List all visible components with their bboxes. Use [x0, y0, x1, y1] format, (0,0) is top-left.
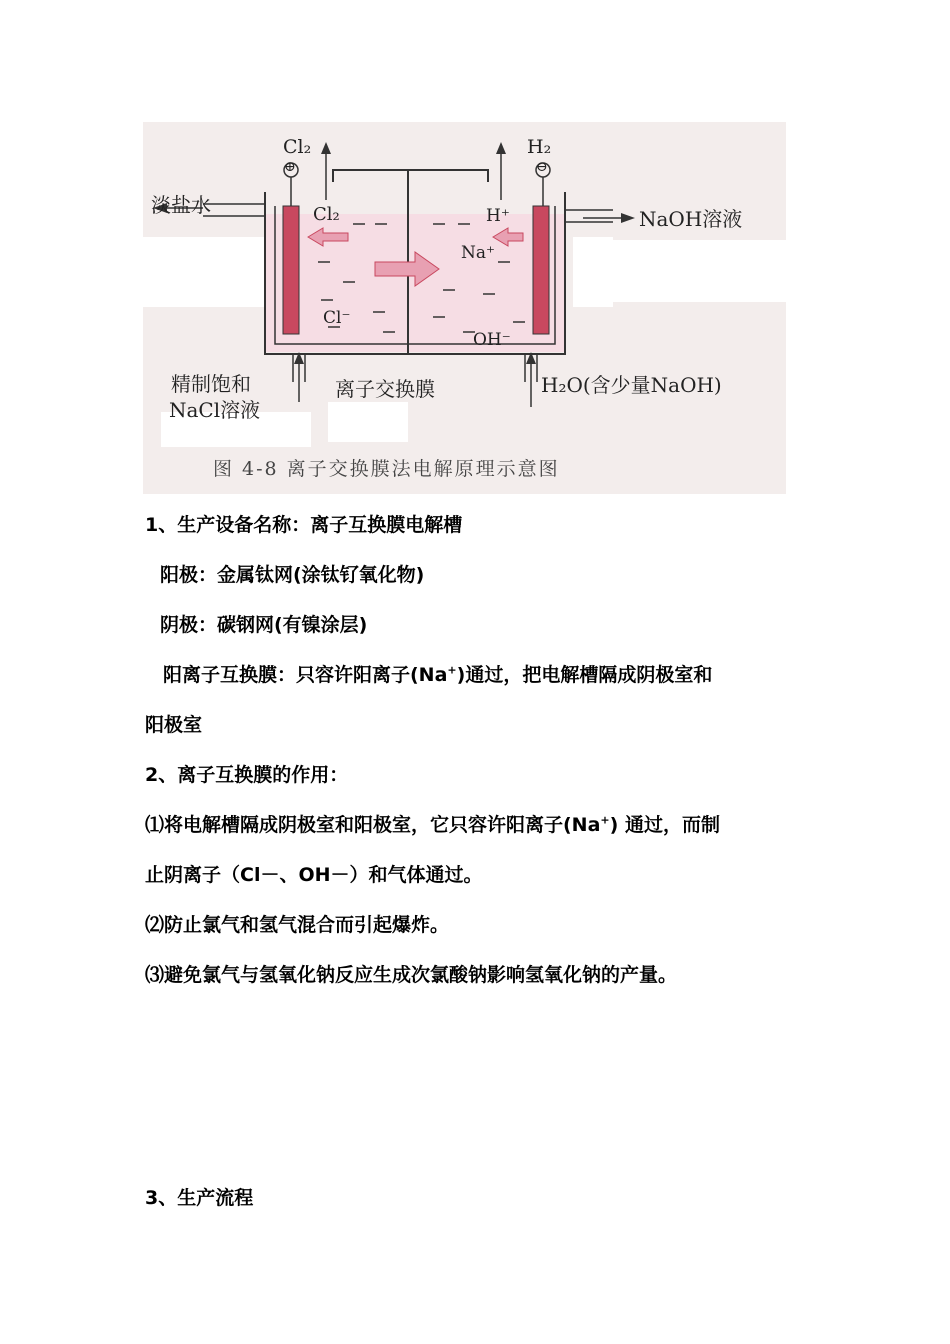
- na-superscript: +: [447, 663, 457, 677]
- h2-top-label: H₂: [527, 136, 552, 158]
- diagram-drawing: [143, 122, 786, 494]
- cl2-top-label: Cl₂: [283, 136, 312, 158]
- figure-caption: 图 4-8 离子交换膜法电解原理示意图: [213, 458, 560, 480]
- section2-title: 2、离子互换膜的作用：: [145, 764, 349, 786]
- anode-line: 阳极：金属钛网(涂钛钌氧化物): [160, 564, 425, 586]
- dilute-brine-label: 淡盐水: [151, 193, 211, 217]
- water-in-label: H₂O(含少量NaOH): [541, 373, 722, 397]
- cl-minus-label: Cl⁻: [323, 308, 351, 328]
- anode-sign: ⊕: [284, 159, 296, 175]
- membrane-label: 离子交换膜: [335, 377, 435, 401]
- section3-title: 3、生产流程: [145, 1187, 254, 1209]
- function-1-line-2: 止阴离子（Cl－、OH－）和气体通过。: [145, 864, 483, 886]
- membrane-line-a: 阳离子互换膜：只容许阳离子(Na: [163, 664, 448, 686]
- electrolysis-diagram: [143, 122, 786, 494]
- cathode-line: 阴极：碳钢网(有镍涂层): [160, 614, 368, 636]
- na-plus-label: Na⁺: [461, 243, 495, 263]
- cathode-sign: ⊖: [536, 159, 548, 175]
- h-plus-label: H⁺: [486, 206, 510, 226]
- na-superscript-2: +: [600, 813, 610, 827]
- cl2-inner-label: Cl₂: [313, 204, 340, 225]
- section1-title: 1、生产设备名称：离子互换膜电解槽: [145, 514, 463, 536]
- membrane-line-2: 阳极室: [145, 714, 203, 736]
- function-1-b: ) 通过，而制: [609, 814, 720, 836]
- function-1-line: [145, 813, 825, 837]
- function-2-line: ⑵防止氯气和氢气混合而引起爆炸。: [145, 914, 450, 936]
- oh-minus-label: OH⁻: [473, 330, 511, 350]
- membrane-line: [163, 663, 843, 687]
- membrane-line-b: )通过，把电解槽隔成阴极室和: [456, 664, 713, 686]
- brine-in-label-2: NaCl溶液: [169, 398, 261, 422]
- brine-in-label-1: 精制饱和: [171, 372, 251, 396]
- function-3-line: ⑶避免氯气与氢氧化钠反应生成次氯酸钠影响氢氧化钠的产量。: [145, 964, 678, 986]
- naoh-solution-label: NaOH溶液: [639, 207, 743, 231]
- function-1-a: ⑴将电解槽隔成阴极室和阳极室，它只容许阳离子(Na: [145, 814, 601, 836]
